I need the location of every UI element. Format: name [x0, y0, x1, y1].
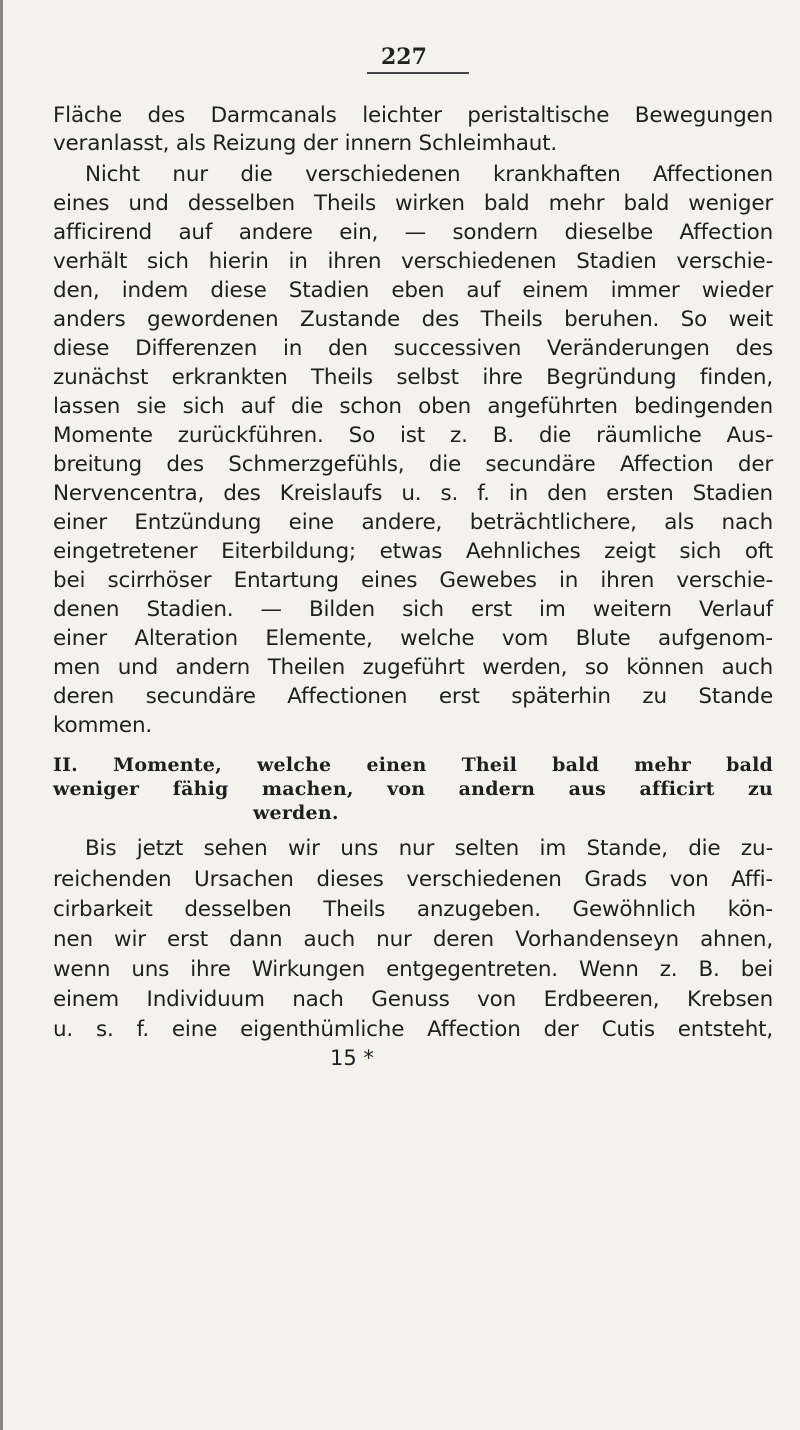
- text-line: anders gewordenen Zustande des Theils beruhen. So weit: [53, 307, 773, 332]
- text-line: men und andern Theilen zugeführt werden, so können auch: [53, 655, 773, 680]
- text-line: Bis jetzt sehen wir uns nur selten im Stande, die zu-: [85, 836, 773, 861]
- text-line: eingetretener Eiterbildung; etwas Aehnliches zeigt sich oft: [53, 539, 773, 564]
- text-line: Nervencentra, des Kreislaufs u. s. f. in den ersten Stadien: [53, 481, 773, 506]
- text-line: einem Individuum nach Genuss von Erdbeeren, Krebsen: [53, 987, 773, 1012]
- text-line: Momente zurückführen. So ist z. B. die räumliche Aus-: [53, 423, 773, 448]
- text-line: deren secundäre Affectionen erst späterhin zu Stande: [53, 684, 773, 709]
- text-line: bei scirrhöser Entartung eines Gewebes in ihren verschie-: [53, 568, 773, 593]
- text-line: zunächst erkrankten Theils selbst ihre Begründung finden,: [53, 365, 773, 390]
- text-line: wenn uns ihre Wirkungen entgegentreten. Wenn z. B. bei: [53, 957, 773, 982]
- text-line: cirbarkeit desselben Theils anzugeben. Gewöhnlich kön-: [53, 897, 773, 922]
- text-line: denen Stadien. — Bilden sich erst im weitern Verlauf: [53, 597, 773, 622]
- text-line: den, indem diese Stadien eben auf einem immer wieder: [53, 278, 773, 303]
- text-line: kommen.: [53, 713, 153, 738]
- section-heading-line: II. Momente, welche einen Theil bald mehr bald: [53, 754, 773, 776]
- text-line: u. s. f. eine eigenthümliche Affection der Cutis entsteht,: [53, 1017, 773, 1042]
- text-line: lassen sie sich auf die schon oben angeführten bedingenden: [53, 394, 773, 419]
- text-line: reichenden Ursachen dieses verschiedenen Grads von Affi-: [53, 867, 773, 892]
- page-number-rule: [367, 72, 469, 74]
- text-line: eines und desselben Theils wirken bald mehr bald weniger: [53, 191, 773, 216]
- section-heading-line: weniger fähig machen, von andern aus afficirt zu: [53, 778, 773, 800]
- text-line: Nicht nur die verschiedenen krankhaften Affectionen: [85, 162, 773, 187]
- text-line: afficirend auf andere ein, — sondern dieselbe Affection: [53, 220, 773, 245]
- text-line: verhält sich hierin in ihren verschiedenen Stadien verschie-: [53, 249, 773, 274]
- text-line: diese Differenzen in den successiven Veränderungen des: [53, 336, 773, 361]
- text-line: veranlasst, als Reizung der innern Schleimhaut.: [53, 131, 558, 156]
- text-line: Fläche des Darmcanals leichter peristaltische Bewegungen: [53, 103, 773, 128]
- signature-mark: 15 *: [330, 1046, 374, 1070]
- section-heading-line: werden.: [253, 802, 339, 824]
- text-line: nen wir erst dann auch nur deren Vorhandenseyn ahnen,: [53, 927, 773, 952]
- text-line: breitung des Schmerzgefühls, die secundäre Affection der: [53, 452, 773, 477]
- text-line: einer Alteration Elemente, welche vom Blute aufgenom-: [53, 626, 773, 651]
- text-line: einer Entzündung eine andere, beträchtlichere, als nach: [53, 510, 773, 535]
- page-left-edge: [0, 0, 3, 1430]
- page-number: 227: [381, 44, 427, 70]
